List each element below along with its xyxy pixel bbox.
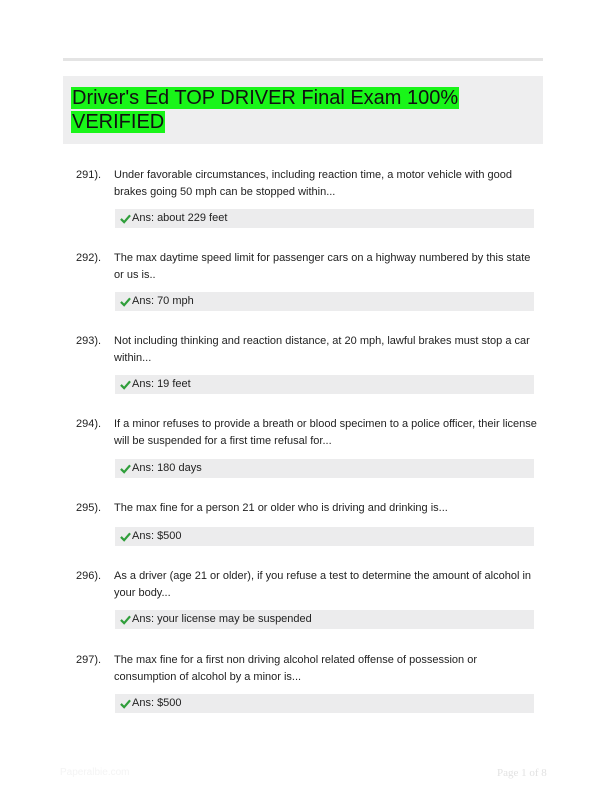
checkmark-icon: [120, 698, 131, 709]
question-number: 291).: [76, 169, 102, 181]
checkmark-icon: [120, 213, 131, 224]
checkmark-icon: [120, 531, 131, 542]
answer-text: Ans: $500: [132, 697, 182, 709]
question-number: 296).: [76, 570, 102, 582]
question-number: 292).: [76, 252, 102, 264]
answer-box: [115, 292, 534, 311]
question-number: 295).: [76, 502, 102, 514]
answer-box: [115, 610, 534, 629]
answer-text: Ans: 70 mph: [132, 295, 194, 307]
answer-box: [115, 209, 534, 228]
checkmark-icon: [120, 379, 131, 390]
question-text: Under favorable circumstances, including reaction time, a motor vehicle with good brakes going 50 mph can be stopped within...: [114, 169, 513, 198]
answer-text: Ans: 180 days: [132, 462, 202, 474]
question-number: 294).: [76, 418, 102, 430]
question-number: 293).: [76, 335, 102, 347]
answer-text: Ans: $500: [132, 530, 182, 542]
question-text: Not including thinking and reaction distance, at 20 mph, lawful brakes must stop a car within...: [114, 335, 530, 364]
checkmark-icon: [120, 614, 131, 625]
page-title: [71, 86, 471, 134]
answer-box: [115, 459, 534, 478]
question-text: The max daytime speed limit for passenger cars on a highway numbered by this state or us is..: [114, 252, 531, 281]
checkmark-icon: [120, 296, 131, 307]
footer-watermark: Paperalbie.com: [60, 767, 130, 778]
page-indicator: Page 1 of 8: [497, 767, 547, 779]
answer-text: Ans: your license may be suspended: [132, 613, 312, 625]
checkmark-icon: [120, 463, 131, 474]
answer-box: [115, 694, 534, 713]
answer-box: [115, 375, 534, 394]
question-text: The max fine for a person 21 or older who is driving and drinking is...: [114, 502, 448, 514]
answer-text: Ans: about 229 feet: [132, 212, 228, 224]
title-text: Driver's Ed TOP DRIVER Final Exam 100% VERIFIED: [72, 87, 459, 133]
question-number: 297).: [76, 654, 102, 666]
top-divider: [63, 58, 543, 61]
question-text: The max fine for a first non driving alcohol related offense of possession or consumption of alcohol by a minor is...: [114, 654, 477, 683]
answer-box: [115, 527, 534, 546]
question-text: If a minor refuses to provide a breath or blood specimen to a police officer, their license will be suspended for a first time refusal for...: [114, 418, 537, 447]
question-text: As a driver (age 21 or older), if you refuse a test to determine the amount of alcohol in your body...: [114, 570, 532, 599]
answer-text: Ans: 19 feet: [132, 378, 191, 390]
